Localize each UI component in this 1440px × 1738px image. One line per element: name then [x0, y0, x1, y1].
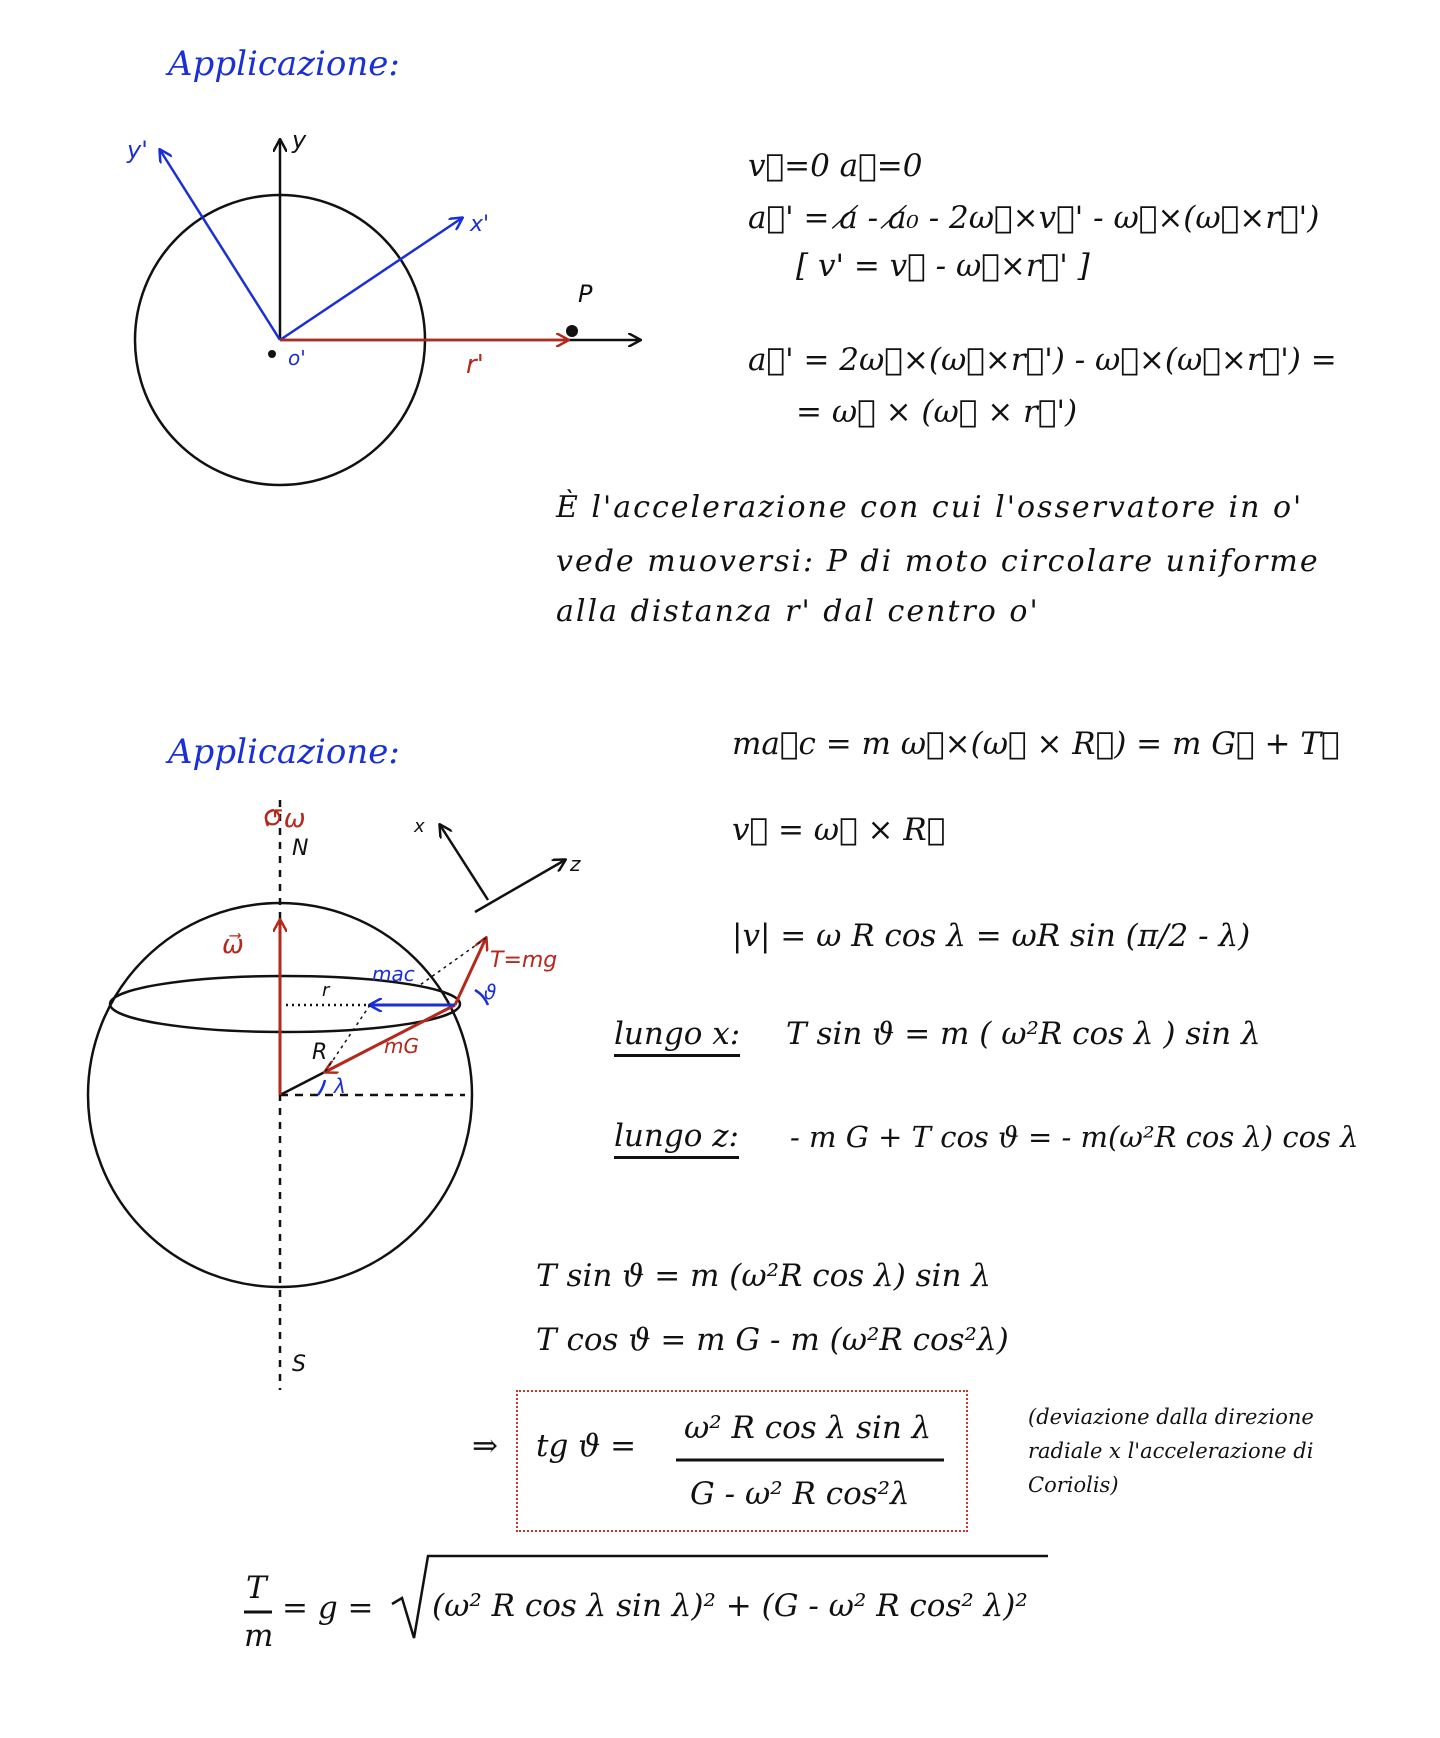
final-radicand: (ω² R cos λ sin λ)² + (G - ω² R cos² λ)²: [432, 1588, 1028, 1624]
section2-heading: Applicazione:: [168, 732, 400, 772]
local-z-axis: [475, 860, 565, 912]
result-lhs: tg ϑ =: [536, 1428, 637, 1464]
eq1-line2: a⃗' = a̸ - a̸₀ - 2ω⃗×v⃗' - ω⃗×(ω⃗×r⃗'): [748, 200, 1320, 236]
label-theta: ϑ: [484, 980, 497, 1004]
eq1-line3: [ v' = v⃗ - ω⃗×r⃗' ]: [796, 248, 1090, 284]
prose-line3: alla distanza r' dal centro o': [556, 594, 1040, 629]
eq1-line4: a⃗' = 2ω⃗×(ω⃗×r⃗') - ω⃗×(ω⃗×r⃗') =: [748, 342, 1337, 378]
label-z-local: z: [570, 852, 581, 876]
prose-line1: È l'accelerazione con cui l'osservatore in o': [556, 490, 1304, 525]
earth-diagram: [88, 800, 565, 1390]
result-denominator: G - ω² R cos²λ: [690, 1476, 910, 1512]
label-p: P: [578, 280, 593, 308]
x-prime-axis-arrow: [280, 218, 462, 340]
local-x-axis: [440, 825, 488, 900]
rotating-frame-diagram: [135, 140, 640, 485]
label-omega-top: ↺ω: [262, 804, 306, 834]
lambda-arc: [318, 1080, 325, 1095]
component-z-equation: - m G + T cos ϑ = - m(ω²R cos λ) cos λ: [790, 1120, 1359, 1154]
y-prime-axis-arrow: [160, 150, 280, 340]
label-s: S: [292, 1352, 306, 1377]
prose-line2: vede muoversi: P di moto circolare uniforme: [556, 544, 1320, 579]
label-big-r: R: [312, 1040, 328, 1065]
eq2-line2: v⃗ = ω⃗ × R⃗: [732, 812, 946, 848]
implies-arrow: ⇒: [472, 1428, 498, 1464]
label-r-prime: r': [466, 350, 484, 380]
label-lambda: λ: [334, 1074, 346, 1098]
component-x-equation: T sin ϑ = m ( ω²R cos λ ) sin λ: [786, 1016, 1261, 1052]
label-y: y: [292, 126, 307, 154]
eq2-line1: ma⃗c = m ω⃗×(ω⃗ × R⃗) = m G⃗ + T⃗: [732, 726, 1340, 762]
label-ma-c: maᴄ: [372, 962, 415, 986]
final-middle: = g =: [282, 1590, 374, 1626]
component-x-label: lungo x:: [614, 1016, 740, 1057]
label-x-prime: x': [470, 212, 490, 237]
label-x-local: x: [414, 816, 425, 837]
point-p: [566, 325, 578, 337]
section1-heading: Applicazione:: [168, 44, 400, 84]
label-mg: mG: [384, 1034, 419, 1058]
label-y-prime: y': [127, 136, 148, 164]
label-n: N: [292, 836, 309, 861]
component-z-label: lungo z:: [614, 1118, 739, 1159]
eq1-line5: = ω⃗ × (ω⃗ × r⃗'): [796, 394, 1078, 430]
label-r: r: [322, 980, 330, 1001]
system-line2: T cos ϑ = m G - m (ω²R cos²λ): [536, 1322, 1009, 1358]
label-o-prime: o': [288, 346, 306, 370]
result-numerator: ω² R cos λ sin λ: [684, 1410, 932, 1446]
label-omega-vec: ω⃗: [222, 930, 244, 960]
origin-dot: [268, 350, 276, 358]
eq2-line3: |v| = ω R cos λ = ωR sin (π/2 - λ): [732, 918, 1251, 954]
label-t-mg: T=mg: [490, 948, 558, 973]
final-lhs-den: m: [244, 1618, 274, 1654]
system-line1: T sin ϑ = m (ω²R cos λ) sin λ: [536, 1258, 991, 1294]
final-lhs-num: T: [246, 1570, 267, 1606]
coriolis-note: (deviazione dalla direzione radiale x l'accelerazione di Coriolis): [1028, 1405, 1314, 1497]
eq1-line1: v⃗=0 a⃗=0: [748, 148, 923, 184]
